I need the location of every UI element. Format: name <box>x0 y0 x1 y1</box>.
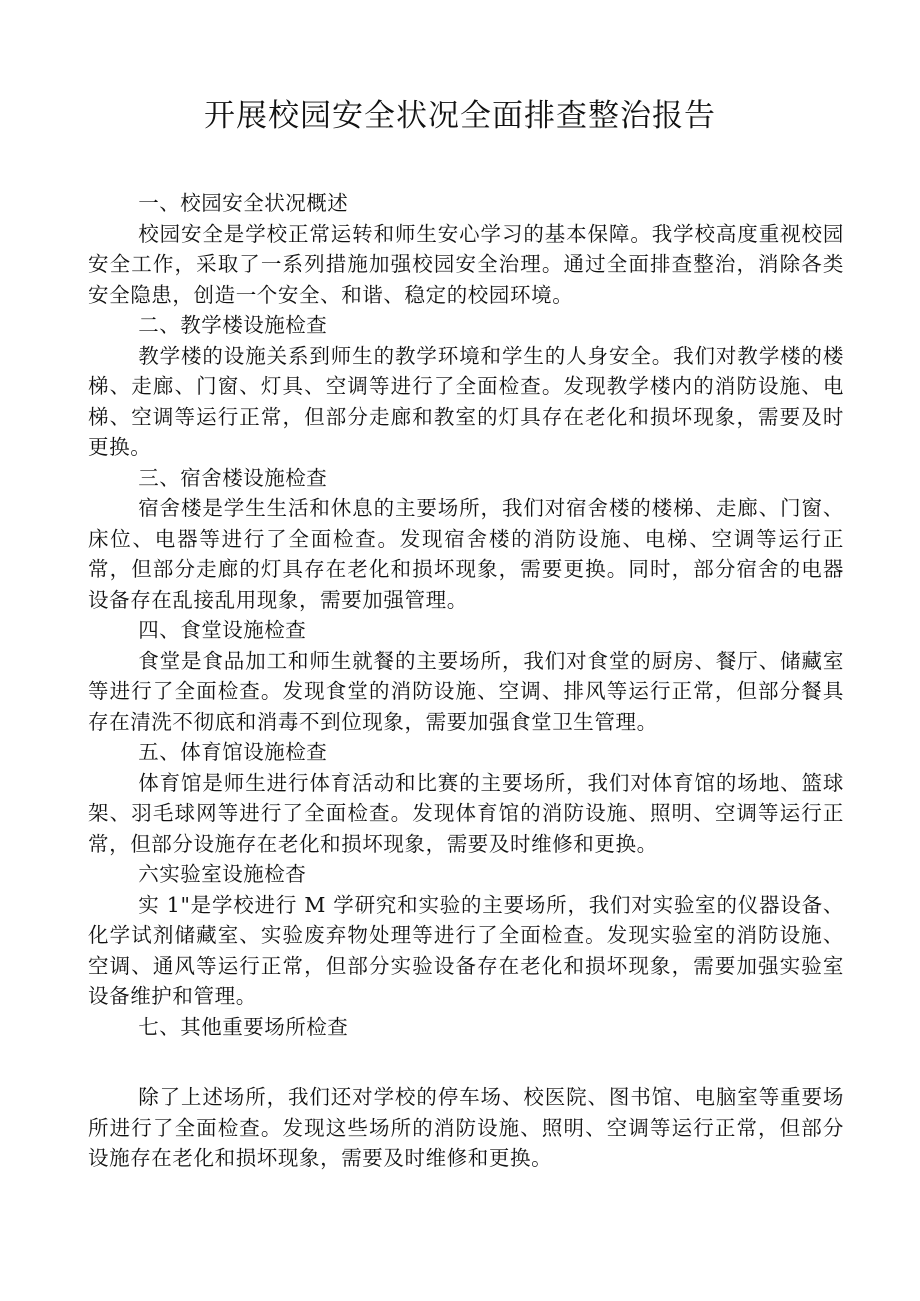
section-heading: 一、校园安全状况概述 <box>138 191 349 215</box>
section-heading: 七、其他重要场所检查 <box>138 1014 349 1039</box>
section-paragraph: 实 1"是学校进行 M 学研究和实验的主要场所，我们对实验室的仪器设备、化学试剂储藏室、实验废弃物处理等进行了全面检查。发现实验室的消防设施、空调、通风等运行正常，但部分实验设备存在老化和损坏现象，需要加强实验室设备维护和管理。 <box>88 892 844 1008</box>
section-heading: 五、体育馆设施检查 <box>138 740 328 764</box>
section-heading: 二、教学楼设施检查 <box>138 313 328 337</box>
section-heading: 三、宿舍楼设施检查 <box>138 465 328 490</box>
document-title: 开展校园安全状况全面排查整治报告 <box>204 98 716 134</box>
document-body <box>88 188 844 1174</box>
section-paragraph: 除了上述场所，我们还对学校的停车场、校医院、图书馆、电脑室等重要场所进行了全面检查。发现这些场所的消防设施、照明、空调等运行正常，但部分设施存在老化和损坏现象，需要及时维修和更换。 <box>88 1085 844 1170</box>
section-paragraph: 教学楼的设施关系到师生的教学环境和学生的人身安全。我们对教学楼的楼梯、走廊、门窗、灯具、空调等进行了全面检查。发现教学楼内的消防设施、电梯、空调等运行正常，但部分走廊和教室的灯具存在老化和损坏现象，需要及时更换。 <box>88 343 844 459</box>
section-paragraph: 食堂是食品加工和师生就餐的主要场所，我们对食堂的厨房、餐厅、储藏室等进行了全面检查。发现食堂的消防设施、空调、排风等运行正常，但部分餐具存在清洗不彻底和消毒不到位现象，需要加强食堂卫生管理。 <box>88 648 844 734</box>
section-paragraph: 宿舍楼是学生生活和休息的主要场所，我们对宿舍楼的楼梯、走廊、门窗、床位、电器等进行了全面检查。发现宿舍楼的消防设施、电梯、空调等运行正常，但部分走廊的灯具存在老化和损坏现象，需要更换。同时，部分宿舍的电器设备存在乱接乱用现象，需要加强管理。 <box>88 496 844 612</box>
section-heading: 六实验室设施检杳 <box>138 862 307 886</box>
section-paragraph: 体育馆是师生进行体育活动和比赛的主要场所，我们对体育馆的场地、篮球架、羽毛球网等进行了全面检查。发现体育馆的消防设施、照明、空调等运行正常，但部分设施存在老化和损坏现象，需要及时维修和更换。 <box>88 770 844 856</box>
section-heading: 四、食堂设施检查 <box>138 618 307 642</box>
section-paragraph: 校园安全是学校正常运转和师生安心学习的基本保障。我学校高度重视校园安全工作，采取了一系列措施加强校园安全治理。通过全面排查整治，消除各类安全隐患，创造一个安全、和谐、稳定的校园环境。 <box>88 221 844 307</box>
